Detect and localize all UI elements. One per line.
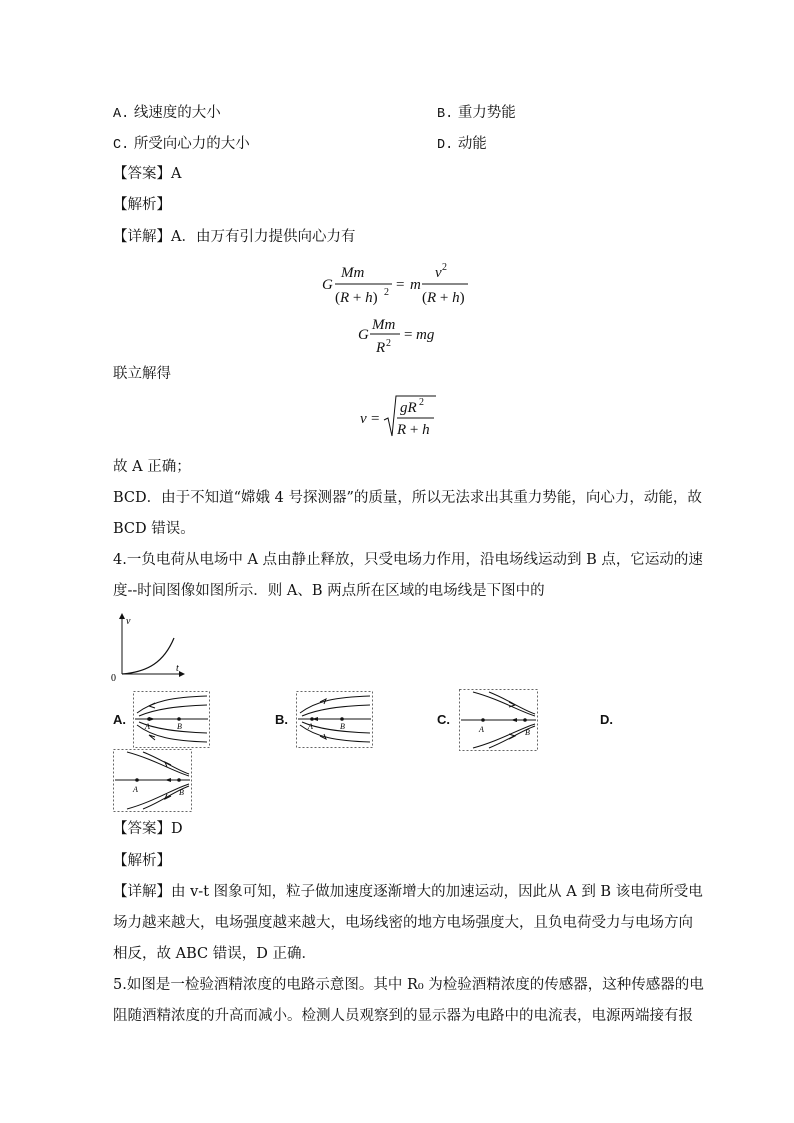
formula-velocity bbox=[360, 392, 440, 442]
svg-text:(R + h): (R + h) bbox=[422, 290, 465, 306]
svg-text:mg: mg bbox=[416, 327, 435, 343]
svg-text:(R + h): (R + h) bbox=[335, 290, 378, 306]
svg-text:R: R bbox=[376, 340, 386, 356]
q5-stem-line1: 5.如图是一检验酒精浓度的电路示意图。其中 R₀ 为检验酒精浓度的传感器，这种传感器的电 bbox=[113, 977, 704, 993]
q4-analysis-heading: 【解析】 bbox=[113, 853, 171, 869]
svg-text:A: A bbox=[479, 725, 484, 734]
svg-text:B: B bbox=[179, 788, 184, 797]
svg-text:G: G bbox=[358, 327, 369, 343]
origin-label: 0 bbox=[111, 673, 116, 684]
svg-text:A: A bbox=[308, 722, 313, 731]
option-d bbox=[437, 134, 487, 156]
field-figure-a bbox=[133, 691, 210, 748]
option-text: 所受向心力的大小 bbox=[133, 136, 250, 152]
q4-answer: 【答案】D bbox=[113, 821, 183, 837]
q5-stem-line2: 阻随酒精浓度的升高而减小。检测人员观察到的显示器为电路中的电流表，电源两端接有报 bbox=[113, 1008, 693, 1024]
option-a bbox=[113, 103, 221, 125]
svg-text:gR: gR bbox=[400, 400, 417, 416]
svg-text:v: v bbox=[435, 265, 442, 281]
svg-text:2: 2 bbox=[384, 287, 389, 298]
formula-gravity-centripetal bbox=[322, 262, 472, 308]
v-label: v bbox=[126, 616, 131, 627]
svg-text:m: m bbox=[410, 277, 421, 293]
svg-text:Mm: Mm bbox=[372, 317, 396, 333]
q3-bcd-line2: BCD 错误。 bbox=[113, 521, 195, 537]
svg-text:=: = bbox=[396, 277, 405, 293]
vt-graph bbox=[108, 612, 188, 682]
q4-detail-line1: 【详解】由 v-t 图象可知，粒子做加速度逐渐增大的加速运动，因此从 A 到 B 该电荷所受电 bbox=[113, 884, 703, 900]
q4-detail-line3: 相反，故 ABC 错误，D 正确． bbox=[113, 946, 316, 962]
svg-text:R + h: R + h bbox=[397, 422, 430, 438]
fig-option-b-label: B. bbox=[275, 712, 288, 727]
option-c bbox=[113, 134, 250, 156]
field-figure-d bbox=[113, 749, 192, 812]
formula-surface-gravity bbox=[358, 316, 438, 358]
option-text: 重力势能 bbox=[457, 105, 516, 121]
fig-option-a-label: A. bbox=[113, 712, 126, 727]
q3-conclude-a: 故 A 正确； bbox=[113, 459, 191, 475]
fig-option-c-label: C. bbox=[437, 712, 450, 727]
svg-text:=: = bbox=[404, 327, 413, 343]
svg-text:A: A bbox=[133, 785, 138, 794]
option-text: 动能 bbox=[457, 136, 487, 152]
svg-text:2: 2 bbox=[419, 397, 424, 408]
svg-text:v: v bbox=[360, 411, 367, 427]
field-figure-b bbox=[296, 691, 373, 748]
q3-bcd-line1: BCD．由于不知道“嫦娥 4 号探测器”的质量，所以无法求出其重力势能，向心力，动能，故 bbox=[113, 490, 702, 506]
svg-text:2: 2 bbox=[442, 262, 447, 273]
q4-stem-line2: 度--时间图像如图所示．则 A、B 两点所在区域的电场线是下图中的 bbox=[113, 583, 545, 599]
svg-text:G: G bbox=[322, 277, 333, 293]
fig-option-d-label: D. bbox=[600, 712, 613, 727]
option-letter: B. bbox=[437, 107, 454, 122]
q3-detail: 【详解】A．由万有引力提供向心力有 bbox=[113, 229, 356, 245]
svg-text:=: = bbox=[371, 411, 380, 427]
q3-combine: 联立解得 bbox=[113, 366, 171, 382]
svg-text:B: B bbox=[177, 722, 182, 731]
svg-text:Mm: Mm bbox=[341, 265, 365, 281]
svg-text:2: 2 bbox=[386, 338, 391, 349]
q3-analysis-heading: 【解析】 bbox=[113, 197, 171, 213]
option-b bbox=[437, 103, 516, 125]
svg-text:A: A bbox=[145, 722, 150, 731]
option-letter: D. bbox=[437, 138, 454, 153]
option-letter: C. bbox=[113, 138, 130, 153]
t-label: t bbox=[176, 663, 179, 674]
svg-text:B: B bbox=[525, 728, 530, 737]
option-letter: A. bbox=[113, 107, 130, 122]
vt-curve bbox=[122, 638, 174, 674]
option-text: 线速度的大小 bbox=[133, 105, 221, 121]
svg-text:B: B bbox=[340, 722, 345, 731]
q4-detail-line2: 场力越来越大，电场强度越来越大，电场线密的地方电场强度大，且负电荷受力与电场方向 bbox=[113, 915, 693, 931]
q3-answer: 【答案】A bbox=[113, 166, 182, 182]
q4-stem-line1: 4.一负电荷从电场中 A 点由静止释放，只受电场力作用，沿电场线运动到 B 点，它运动的速 bbox=[113, 552, 703, 568]
field-figure-c bbox=[459, 689, 538, 751]
